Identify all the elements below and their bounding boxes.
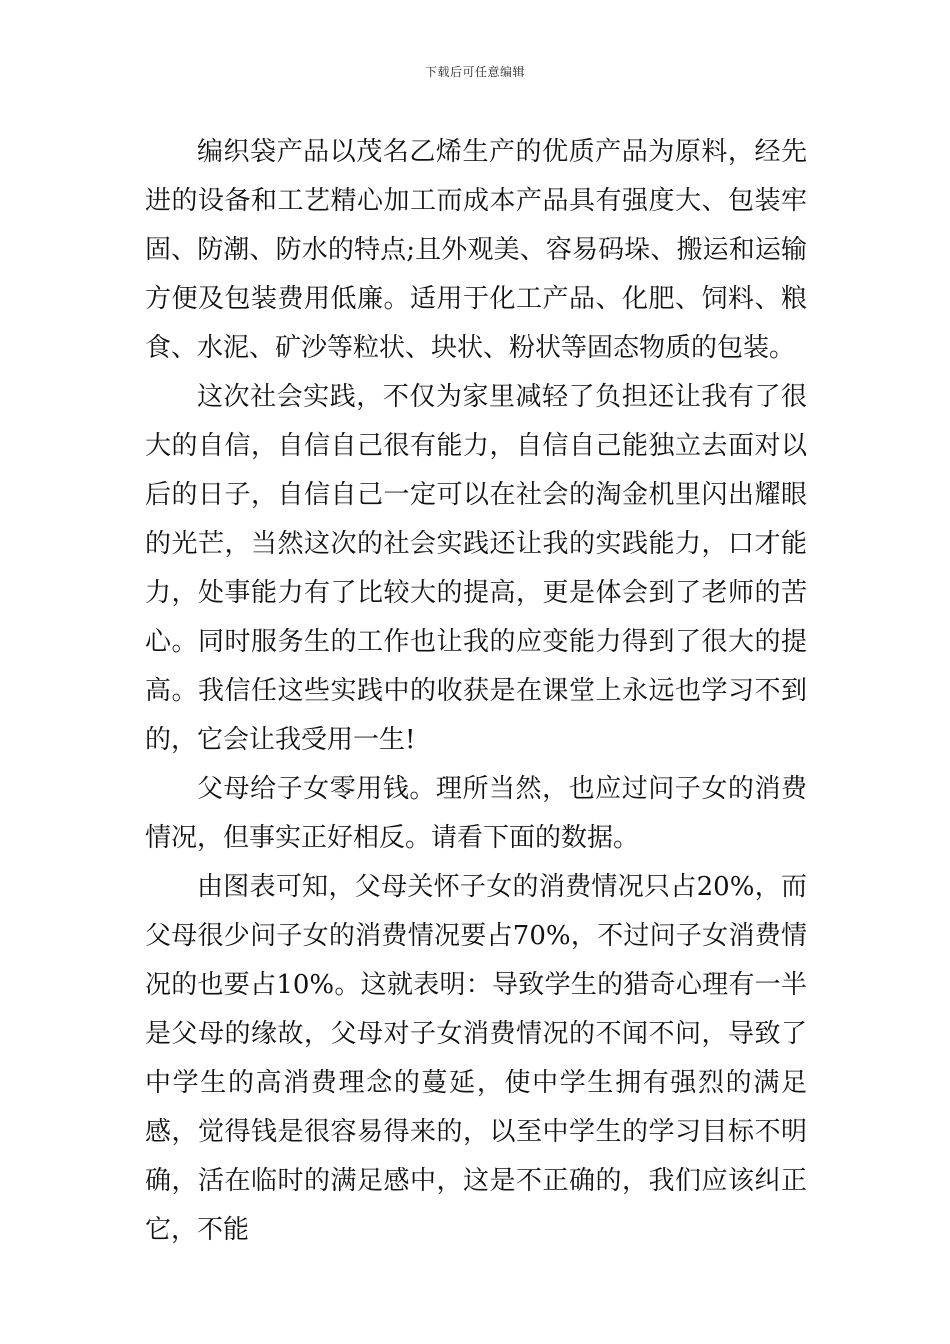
paragraph-social-practice: 这次社会实践，不仅为家里减轻了负担还让我有了很大的自信，自信自己很有能力，自信自己能独立去面对以后的日子，自信自己一定可以在社会的淘金机里闪出耀眼的光芒，当然这次的社会实践还让我的实践能力，口才能力，处事能力有了比较大的提高，更是体会到了老师的苦心。同时服务生的工作也让我的应变能力得到了很大的提高。我信任这些实践中的收获是在课堂上永远也学习不到的，它会让我受用一生! xyxy=(145,382,807,755)
paragraph-chart-analysis: 由图表可知，父母关怀子女的消费情况只占20%，而父母很少问子女的消费情况要占70%，不过问子女消费情况的也要占10%。这就表明：导致学生的猎奇心理有一半是父母的缘故，父母对子女消费情况的不闻不问，导致了中学生的高消费理念的蔓延，使中学生拥有强烈的满足感，觉得钱是很容易得来的，以至中学生的学习目标不明确，活在临时的满足感中，这是不正确的，我们应该纠正它，不能 xyxy=(145,872,807,1245)
page-header: 下载后可任意编辑 xyxy=(424,65,525,79)
document-body xyxy=(145,128,807,1255)
paragraph-pocket-money: 父母给子女零用钱。理所当然，也应过问子女的消费情况，但事实正好相反。请看下面的数据。 xyxy=(145,774,807,853)
paragraph-woven-bag-product: 编织袋产品以茂名乙烯生产的优质产品为原料，经先进的设备和工艺精心加工而成本产品具有强度大、包装牢固、防潮、防水的特点;且外观美、容易码垛、搬运和运输方便及包装费用低廉。适用于化工产品、化肥、饲料、粮食、水泥、矿沙等粒状、块状、粉状等固态物质的包装。 xyxy=(145,137,807,363)
